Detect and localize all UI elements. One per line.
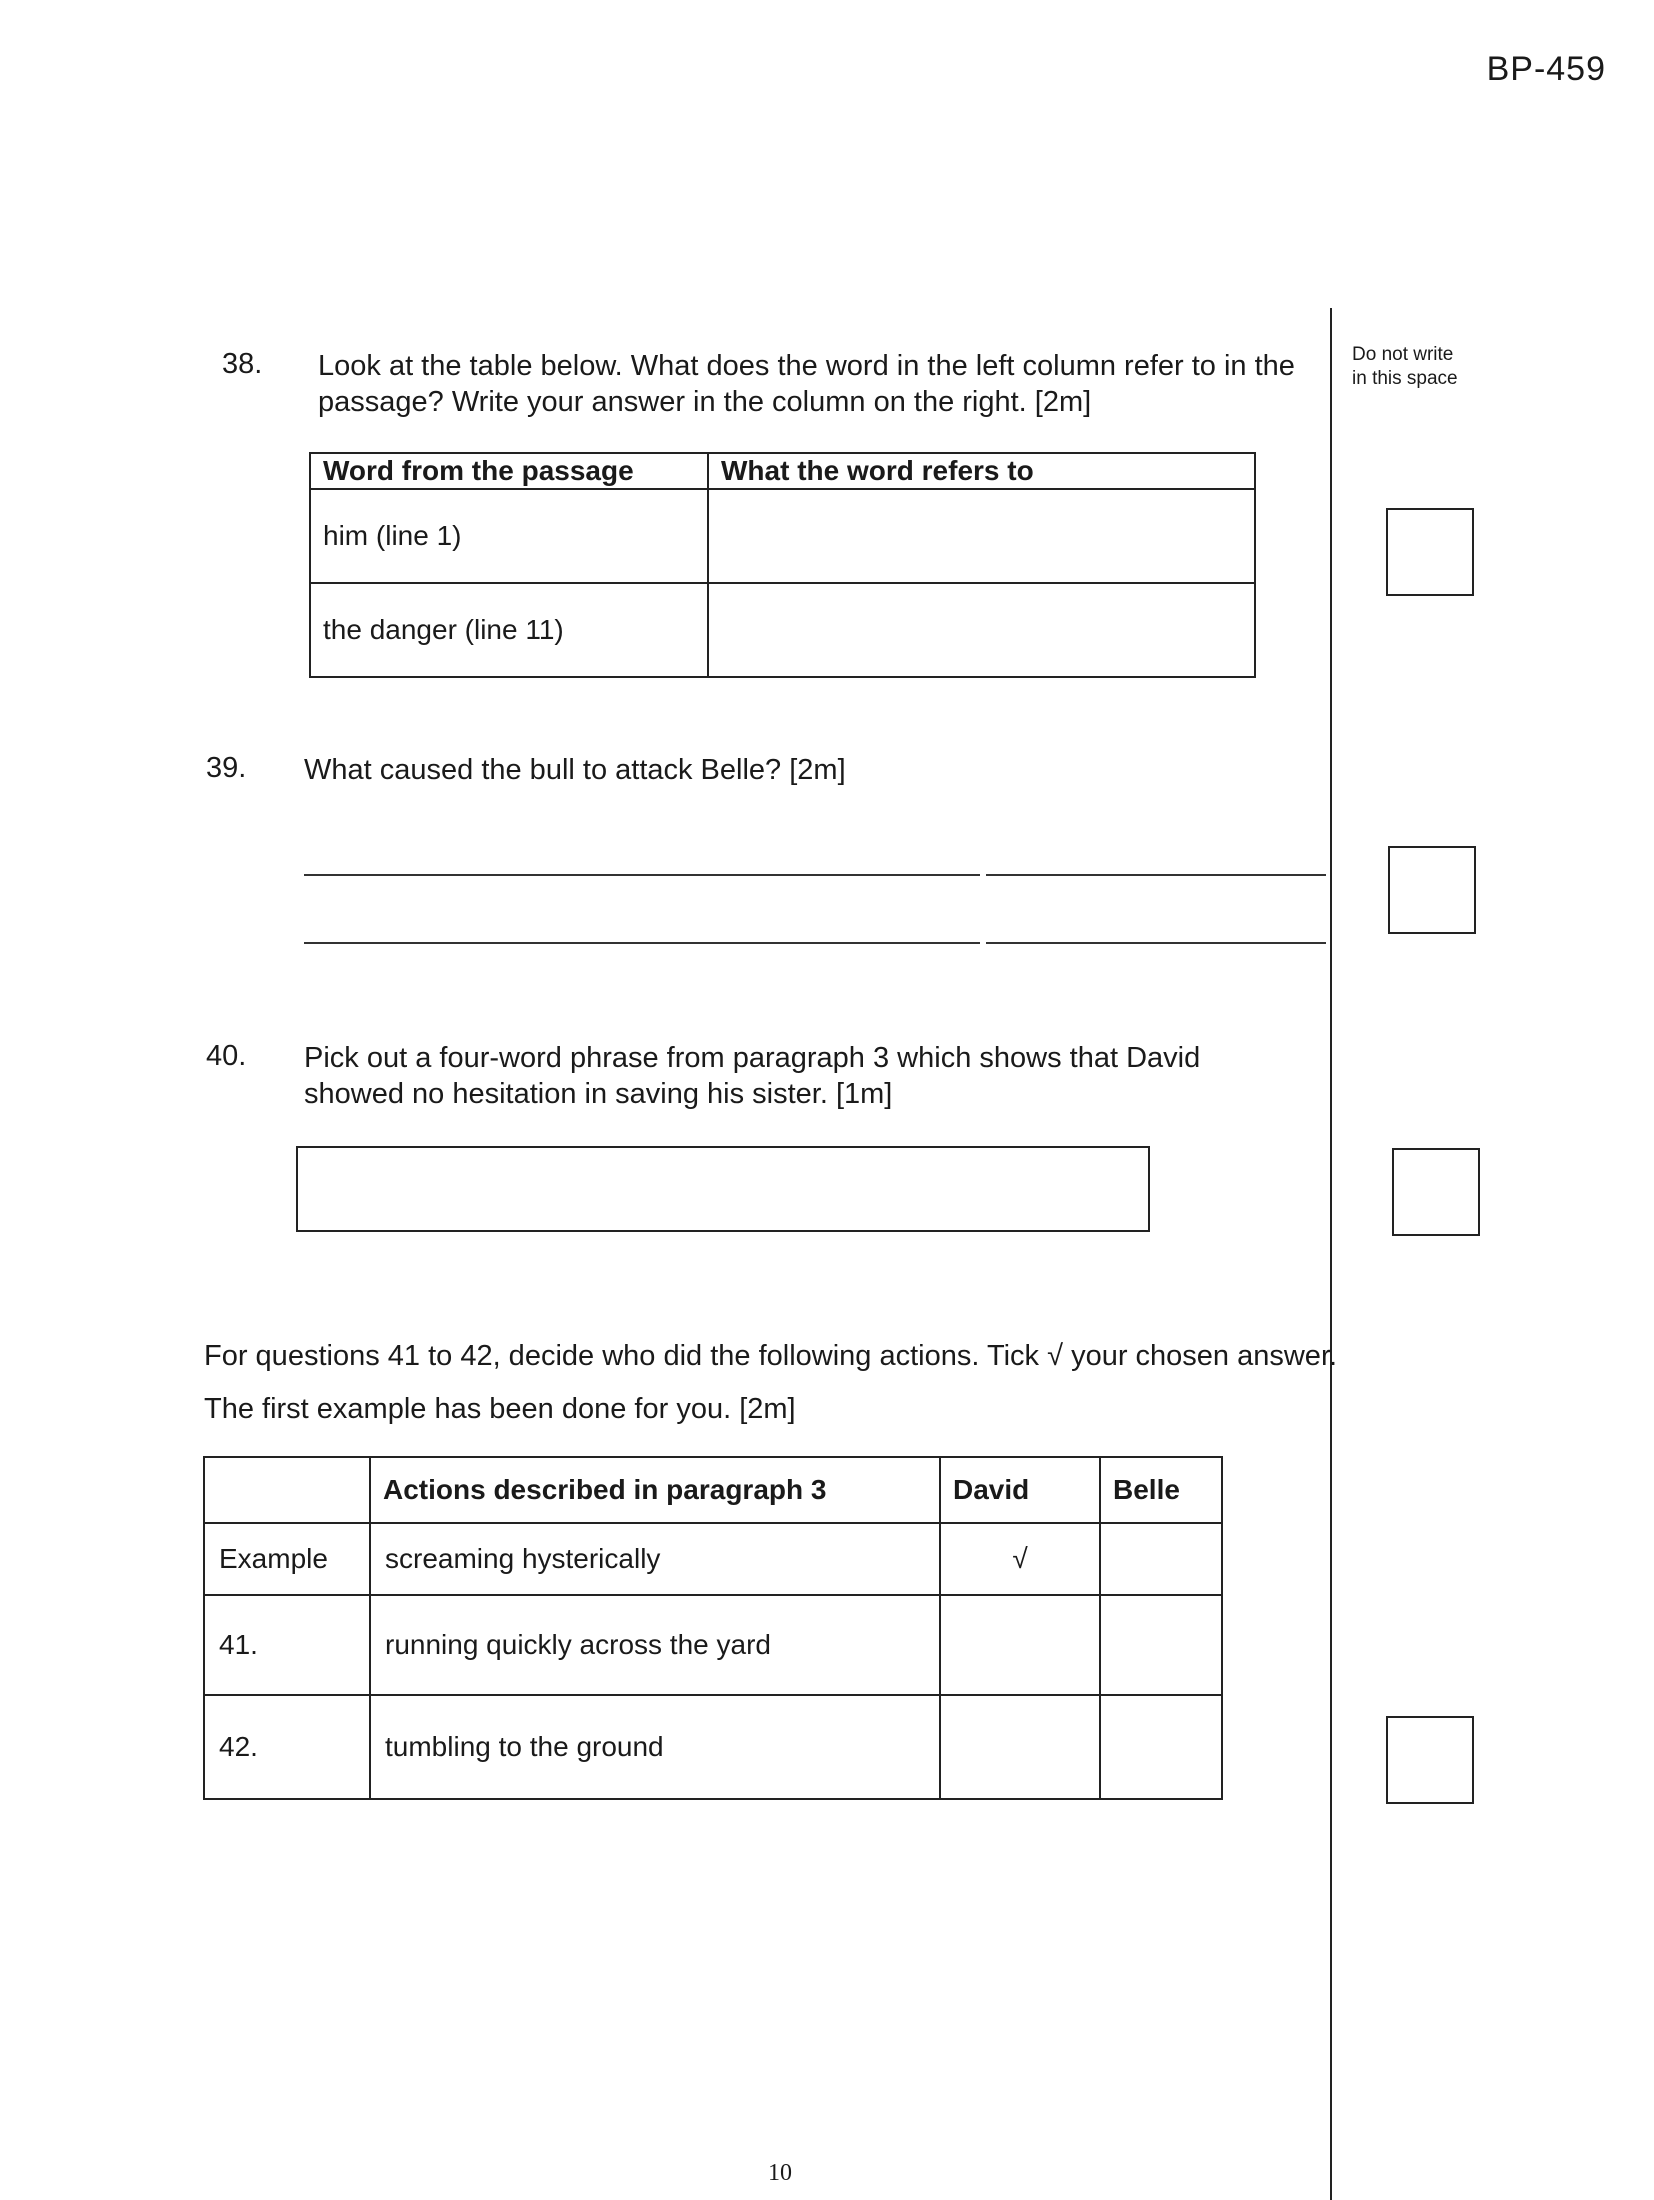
question-40-number: 40. xyxy=(206,1040,247,1072)
table-row xyxy=(204,1595,1222,1695)
score-box-q40[interactable] xyxy=(1392,1148,1480,1236)
answer-line[interactable] xyxy=(304,874,980,876)
row-label: 41. xyxy=(204,1595,370,1695)
word-cell: him (line 1) xyxy=(310,489,708,583)
score-box-q39[interactable] xyxy=(1388,846,1476,934)
questions-41-42-intro: For questions 41 to 42, decide who did the following actions. Tick √ your chosen answer. The first example has been done for you. [2m] xyxy=(204,1340,1338,1425)
margin-divider xyxy=(1330,308,1332,2200)
table-row xyxy=(310,583,1255,677)
row-label: 42. xyxy=(204,1695,370,1799)
q38-table xyxy=(309,452,1256,678)
david-tick-cell: √ xyxy=(940,1523,1100,1595)
belle-tick-cell[interactable] xyxy=(1100,1695,1222,1799)
table-row xyxy=(204,1695,1222,1799)
table-header-row xyxy=(204,1457,1222,1523)
action-cell: tumbling to the ground xyxy=(370,1695,940,1799)
answer-cell[interactable] xyxy=(708,583,1255,677)
table-header-row xyxy=(310,453,1255,489)
answer-line[interactable] xyxy=(986,942,1326,944)
question-39-text: What caused the bull to attack Belle? [2m] xyxy=(304,754,846,786)
page-number: 10 xyxy=(768,2160,792,2186)
row-label: Example xyxy=(204,1523,370,1595)
table-header: Actions described in paragraph 3 xyxy=(370,1457,940,1523)
answer-line[interactable] xyxy=(986,874,1326,876)
action-cell: screaming hysterically xyxy=(370,1523,940,1595)
david-tick-cell[interactable] xyxy=(940,1595,1100,1695)
question-38-text: Look at the table below. What does the word in the left column refer to in the passage? Write your answer in the column on the right. [2m] xyxy=(318,350,1295,418)
belle-tick-cell xyxy=(1100,1523,1222,1595)
table-header: What the word refers to xyxy=(708,453,1255,489)
margin-note: Do not write in this space xyxy=(1352,344,1458,389)
question-40-text: Pick out a four-word phrase from paragraph 3 which shows that David showed no hesitation in saving his sister. [1m] xyxy=(304,1042,1201,1110)
word-cell: the danger (line 11) xyxy=(310,583,708,677)
question-38-number: 38. xyxy=(222,348,263,380)
table-header: Belle xyxy=(1100,1457,1222,1523)
score-box-q38[interactable] xyxy=(1386,508,1474,596)
answer-cell[interactable] xyxy=(708,489,1255,583)
score-box-q41-42[interactable] xyxy=(1386,1716,1474,1804)
table-header xyxy=(204,1457,370,1523)
table-row xyxy=(204,1523,1222,1595)
action-cell: running quickly across the yard xyxy=(370,1595,940,1695)
belle-tick-cell[interactable] xyxy=(1100,1595,1222,1695)
table-header: David xyxy=(940,1457,1100,1523)
answer-line[interactable] xyxy=(304,942,980,944)
question-39-number: 39. xyxy=(206,752,247,784)
paper-code: BP-459 xyxy=(1486,50,1606,88)
table-header: Word from the passage xyxy=(310,453,708,489)
q41-42-table xyxy=(203,1456,1223,1800)
table-row xyxy=(310,489,1255,583)
david-tick-cell[interactable] xyxy=(940,1695,1100,1799)
phrase-answer-box[interactable] xyxy=(296,1146,1150,1232)
